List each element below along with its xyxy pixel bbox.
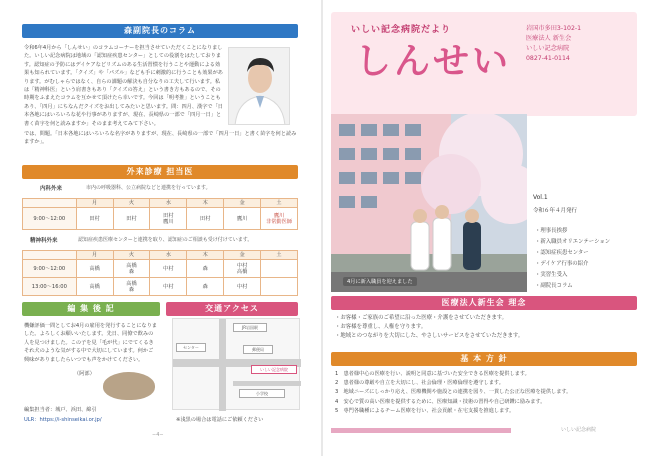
doctor-cell: 中村 bbox=[150, 278, 187, 296]
policy-item: 1 患者様中心の医療を行い、説明と同意に基づいた安全できる医療を提供します。 bbox=[335, 371, 530, 377]
column-body: 令和6年4月から「しんせい」のコラムコーナーを担当させていただくことになりました。いしい記念病院は地域の「認知症疾患センター」としての役割をはたしております。認知症の予防にはデイケアなどリズムのある生活習慣を行うことや運動による効果も知られています。「クイズ」や「パズル」なども手に刺激的に行うことも効果があります。がむしゃらではなく、自らの課題の解決も自分なりの工夫して行います。私は「精神科医」という肩書きもあり「クイズの答え」という書き方もあるので、その時期をふまえたコラムを互かせて頂けたら幸いです。今回は「明考推」ということもあり、「四月」にちなんだクイズをお出してみたいと思います。問：四月、漢字で「日本各地にはいろいろな花や行事がありますが、現在、長崎県の一部で「四月一日」と書く苗字を何と読みますか」そのまま考えてみて下さい。 bbox=[24, 45, 223, 127]
map-label-post: 郵便局 bbox=[243, 345, 273, 354]
site-url[interactable]: ULR：https://i-shinseikai.or.jp/ bbox=[24, 417, 102, 423]
day-tue: 火 bbox=[113, 251, 150, 260]
map-label-school: 小学校 bbox=[239, 389, 285, 398]
address-line: 医療法人 新生会 bbox=[526, 35, 572, 42]
address-line: いしい記念病院 bbox=[526, 45, 570, 52]
person-portrait-icon bbox=[229, 48, 290, 125]
day-mon: 月 bbox=[76, 199, 113, 208]
internal-schedule-table bbox=[22, 198, 298, 230]
doctor-cell bbox=[261, 260, 298, 278]
right-page bbox=[323, 0, 645, 456]
doctor-cell: 高橋 森 bbox=[113, 278, 150, 296]
policy-header: 基 本 方 針 bbox=[331, 352, 637, 366]
editor-body: 機嫌評価一問としてお4月の雇用を発行することになりました。よろしくお願いいたします。先日、同僚で飲みの人を見つけました。この子を見「毛が代」にでてくるきそれ犬のような気がする中で大切にしています。何かご興味がありましたらいつでも声をかけてください。 bbox=[24, 323, 157, 363]
philosophy-header: 医療法人新生会 理念 bbox=[331, 296, 637, 310]
table-row bbox=[23, 260, 298, 278]
toc-item: ・実習生受入 bbox=[535, 272, 568, 278]
psych-text: 認知症疾患医療センターと連携を取り、認知症のご相談も受け付けています。 bbox=[78, 237, 253, 243]
phone-number: 0827-41-0114 bbox=[526, 55, 570, 62]
doctor-cell: 高橋 bbox=[76, 260, 113, 278]
policy-item: 5 専門各職種によるチーム医療を行い、社会貢献・在宅支援を推進します。 bbox=[335, 407, 515, 414]
left-page bbox=[0, 0, 322, 456]
day-sat: 土 bbox=[261, 199, 298, 208]
doctor-cell: 田村 bbox=[113, 208, 150, 230]
footer-bar bbox=[331, 428, 511, 433]
toc-item: ・副院長コラム bbox=[535, 283, 573, 289]
internal-label: 内科外来 bbox=[40, 186, 63, 192]
toc-item: ・デイケア行事の紹介 bbox=[535, 261, 589, 267]
philosophy-item: ・地域とのつながりを大切にした、やさしいサービスをさせていただきます。 bbox=[335, 333, 524, 340]
hospital-scene-illustration bbox=[331, 114, 527, 292]
philosophy-item: ・お客様を尊重し、人権を守ります。 bbox=[335, 324, 427, 331]
philosophy-list bbox=[335, 314, 635, 342]
day-fri: 金 bbox=[224, 199, 261, 208]
doctor-cell: 高橋 bbox=[76, 278, 113, 296]
page-number: −4− bbox=[152, 432, 164, 438]
doctor-cell: 鷹川 非常勤医師 bbox=[261, 208, 298, 230]
philosophy-item: ・お客様・ご家族のご希望に沿った医療・介護をさせていただきます。 bbox=[335, 315, 508, 321]
internal-text: 市内の呼吸器科、公立病院などと連携を行っています。 bbox=[86, 185, 211, 191]
director-photo bbox=[228, 47, 290, 125]
table-row bbox=[23, 278, 298, 296]
hospital-address bbox=[526, 24, 581, 64]
access-note: ※浅黒の場合は電話にご依頼ください bbox=[176, 417, 264, 423]
doctor-cell: 森 bbox=[187, 278, 224, 296]
issue-sidebar bbox=[533, 180, 637, 292]
policy-item: 4 安心で質の高い医療を提供するために、医療知識・技術の習得や自己研鑽に励みます。 bbox=[335, 398, 546, 405]
map-label-center: センター bbox=[176, 343, 206, 352]
psych-label: 精神科外来 bbox=[30, 238, 58, 244]
table-header-row bbox=[23, 251, 298, 260]
doctor-cell: 中村 高橋 bbox=[224, 260, 261, 278]
day-thu: 木 bbox=[187, 251, 224, 260]
day-tue: 火 bbox=[113, 199, 150, 208]
table-of-contents bbox=[535, 226, 610, 292]
access-header: 交通アクセス bbox=[166, 302, 298, 316]
footer-text: いしい記念病院 bbox=[561, 427, 597, 433]
day-wed: 水 bbox=[150, 199, 187, 208]
address-line: 岩国市多田3-102-1 bbox=[526, 25, 582, 32]
doctor-cell: 田村 bbox=[76, 208, 113, 230]
map-road bbox=[233, 381, 301, 386]
toc-item: ・理事長挨拶 bbox=[535, 228, 568, 234]
day-sat: 土 bbox=[261, 251, 298, 260]
editor-staff: 編集担当者：城戸、浜田、綿引 bbox=[24, 407, 97, 413]
policy-item: 3 地域ニーズにしっかり応え、医療機関や施設との連携を図り、一貫した公正な医療を提供します。 bbox=[335, 389, 572, 396]
doctor-cell: 高橋 森 bbox=[113, 260, 150, 278]
day-wed: 水 bbox=[150, 251, 187, 260]
doctor-cell bbox=[261, 278, 298, 296]
doctor-cell: 田村 鷹川 bbox=[150, 208, 187, 230]
doctor-cell: 中村 bbox=[224, 278, 261, 296]
hospital-photo bbox=[331, 114, 527, 292]
time-cell: 9:00〜12:00 bbox=[23, 208, 77, 230]
toc-item: ・新入職員オリエンテーション bbox=[535, 239, 611, 245]
table-row bbox=[23, 208, 298, 230]
time-cell: 9:00〜12:00 bbox=[23, 260, 77, 278]
access-map bbox=[172, 318, 300, 410]
column-answer: では、問題。「日本各地にはいろいろな名字がありますが、現在、長崎県の一部で「四月一日」と書く苗字を何と読みますか」。 bbox=[24, 131, 297, 146]
psych-schedule-table bbox=[22, 250, 298, 296]
policy-list bbox=[335, 370, 635, 416]
issue-date: 令和６年４月発行 bbox=[533, 208, 578, 214]
toc-item: ・認知症疾患センター bbox=[535, 250, 589, 256]
doctor-cell: 森 bbox=[187, 260, 224, 278]
newsletter-name: いしい記念病院だより bbox=[351, 25, 452, 35]
volume-number: Vol.1 bbox=[533, 194, 548, 201]
day-mon: 月 bbox=[76, 251, 113, 260]
map-label-station: JR岩国駅 bbox=[233, 323, 267, 332]
doctor-cell: 鷹川 bbox=[224, 208, 261, 230]
map-road bbox=[219, 319, 226, 411]
newsletter-title: しんせい bbox=[355, 41, 512, 82]
photo-caption: 4月に新入職員を迎えました bbox=[343, 277, 417, 286]
time-cell: 13:00〜16:00 bbox=[23, 278, 77, 296]
doctor-cell: 中村 bbox=[150, 260, 187, 278]
column-header: 森副院長のコラム bbox=[22, 24, 298, 38]
doctor-cell: 田村 bbox=[187, 208, 224, 230]
day-fri: 金 bbox=[224, 251, 261, 260]
editor-header: 編 集 後 記 bbox=[22, 302, 160, 316]
table-header-row bbox=[23, 199, 298, 208]
pet-photo bbox=[103, 372, 155, 400]
map-label-hospital: いしい記念病院 bbox=[251, 365, 297, 374]
day-thu: 木 bbox=[187, 199, 224, 208]
policy-item: 2 患者様の尊厳や自立を大切にし、社会倫理・医療倫理を遵守します。 bbox=[335, 380, 504, 387]
schedule-header: 外来診療 担当医 bbox=[22, 165, 298, 179]
editor-sign: （阿部） bbox=[74, 371, 95, 377]
